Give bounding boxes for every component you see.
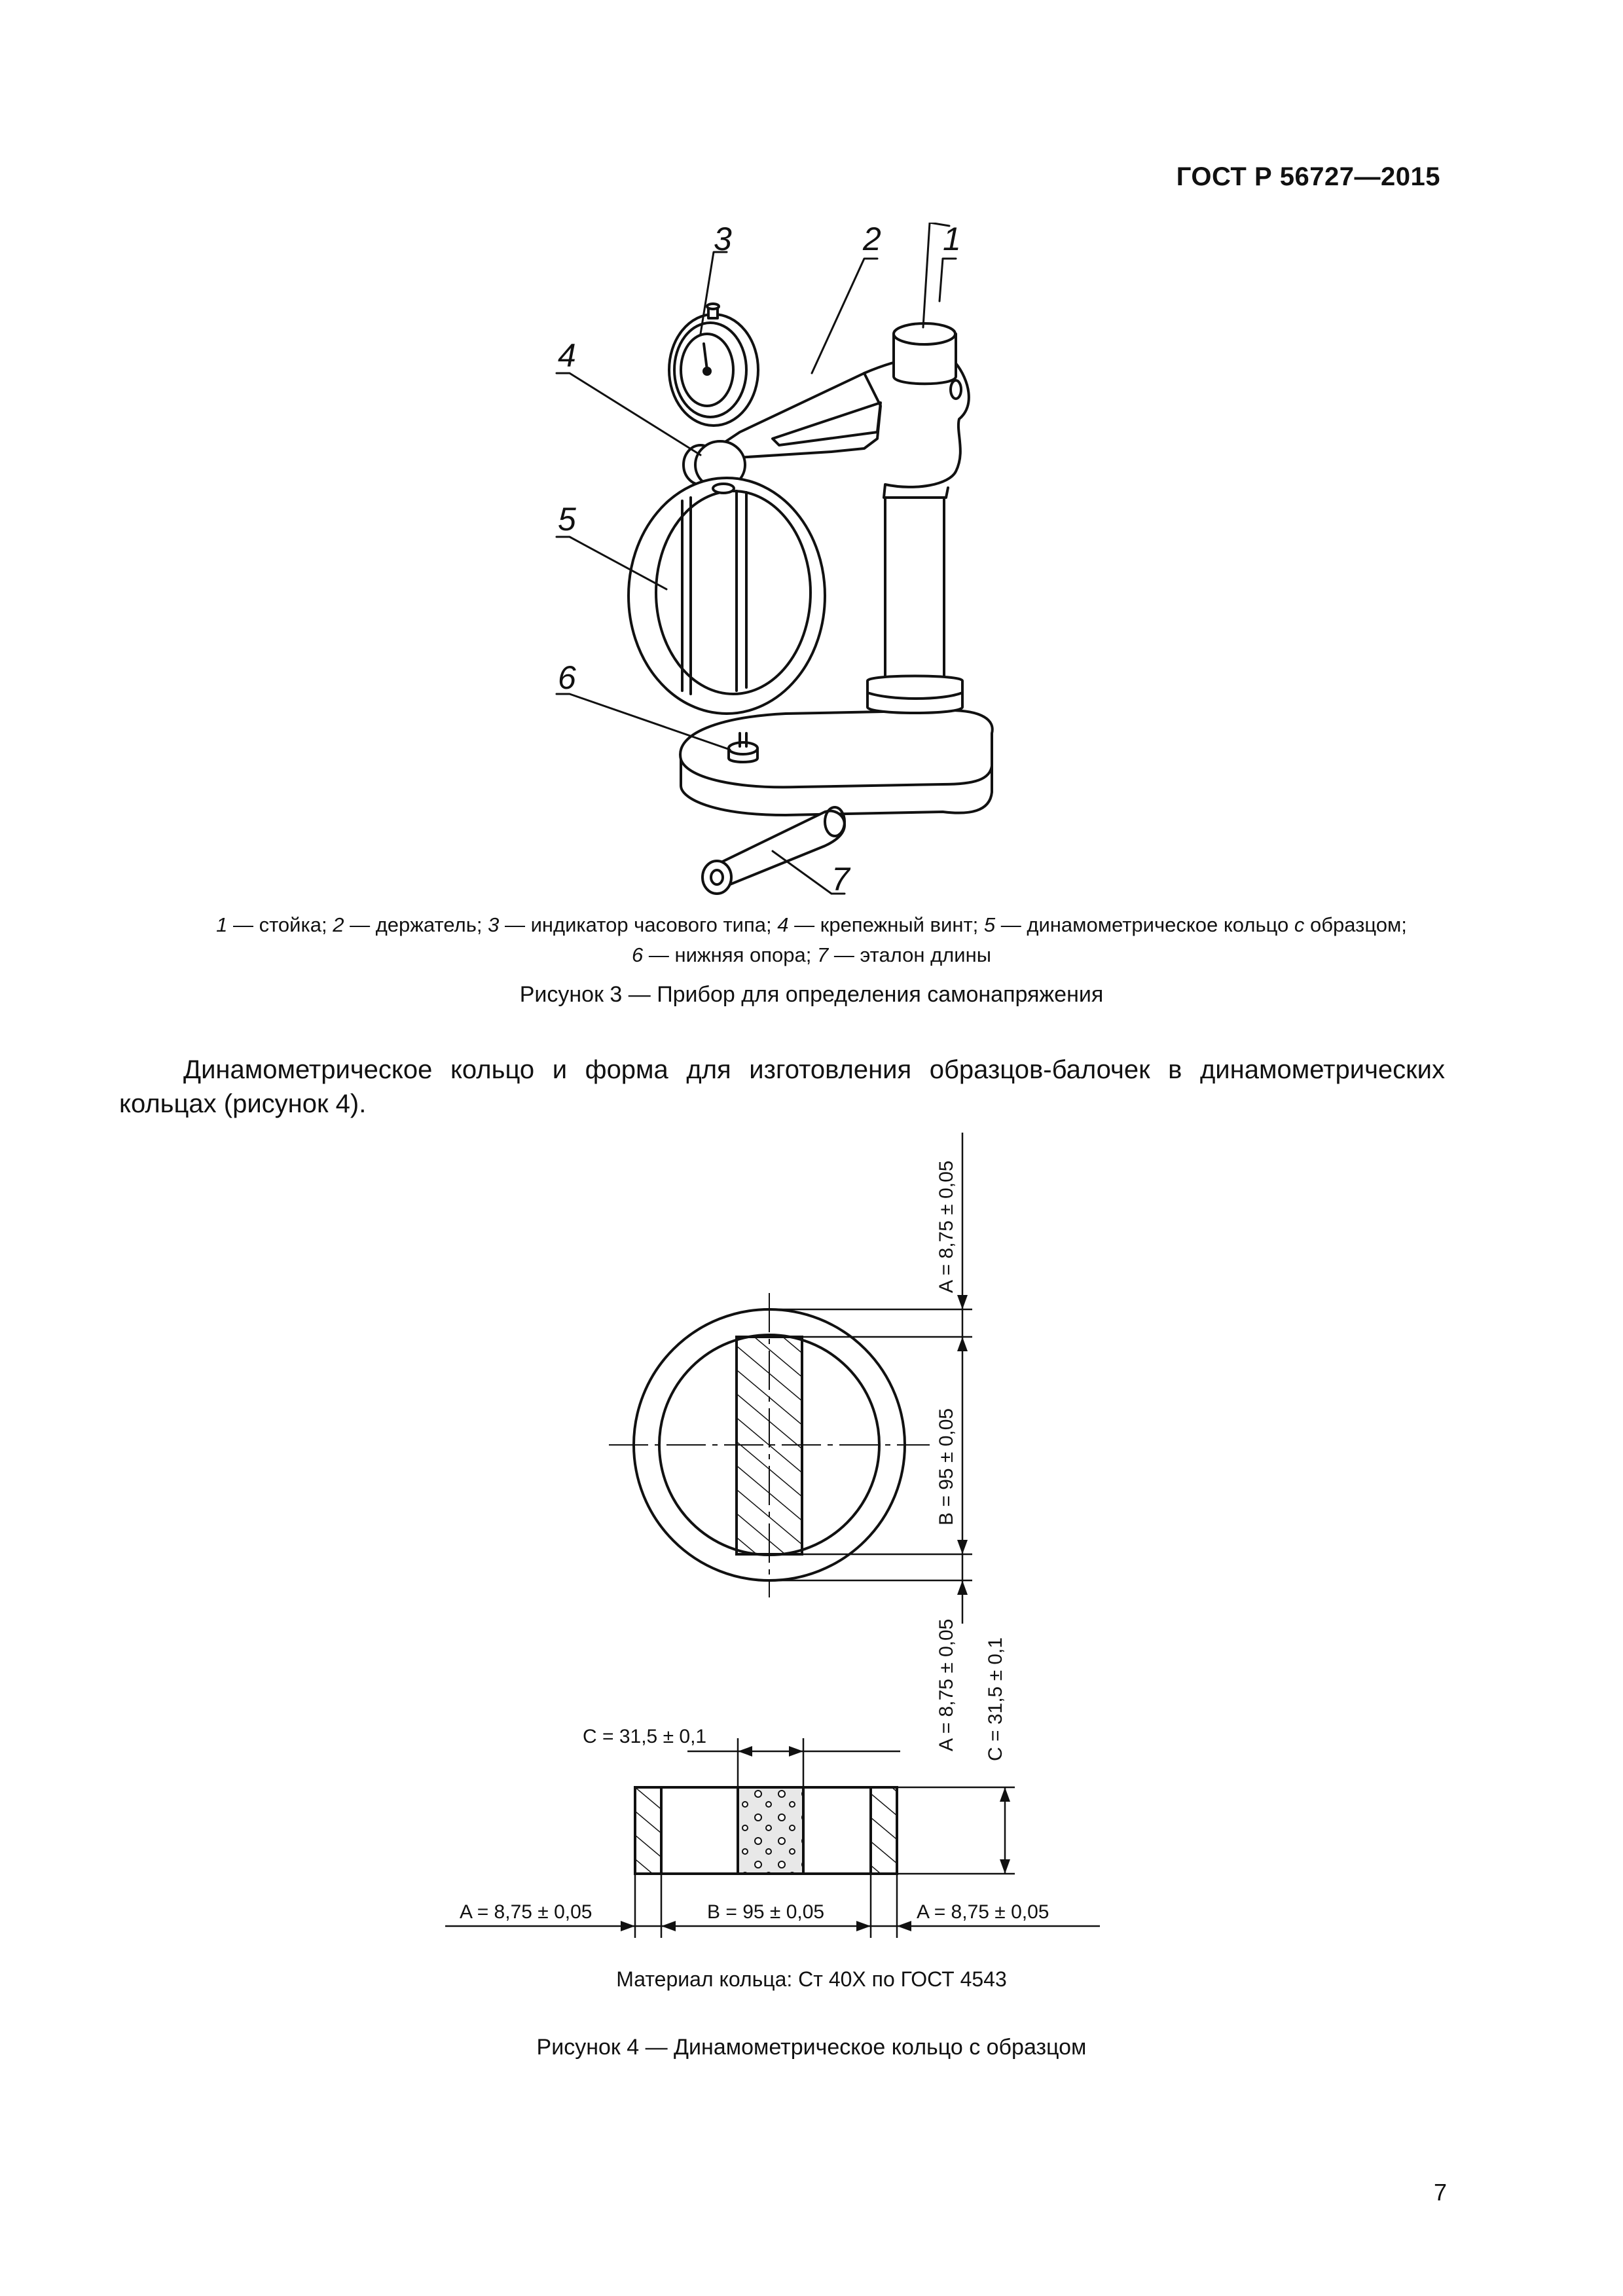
callout-7: 7 [831,861,850,898]
legend-line-2: 6 — нижняя опора; 7 — эталон длины [632,943,991,966]
dim-c-horizontal: C = 31,5 ± 0,1 [583,1726,707,1747]
ring-side-section [635,1787,897,1874]
figure-3-caption: Рисунок 3 — Прибор для определения самонапряжения [519,982,1104,1007]
c-vertical-dimension [897,1787,1015,1874]
figure-3-legend [98,910,1525,970]
document-header: ГОСТ Р 56727—2015 [1176,162,1440,191]
dim-a-left: A = 8,75 ± 0,05 [460,1901,593,1923]
dim-a-right: A = 8,75 ± 0,05 [917,1901,1049,1923]
figure-4-ring-drawing [445,1126,1100,1944]
stand-column [867,498,962,713]
figure-4-caption: Рисунок 4 — Динамометрическое кольцо с образцом [536,2035,1087,2060]
callout-3: 3 [714,223,732,257]
dial-indicator [669,304,758,426]
figure-3-apparatus-drawing [524,223,1061,903]
dim-a-mid: A = 8,75 ± 0,05 [936,1618,957,1751]
base-plate [680,710,993,815]
dim-c-vertical: C = 31,5 ± 0,1 [985,1637,1006,1761]
dim-b-bottom: B = 95 ± 0,05 [707,1901,825,1923]
dim-b-vertical: B = 95 ± 0,05 [936,1408,957,1525]
top-knob [894,323,956,384]
material-note: Материал кольца: Ст 40Х по ГОСТ 4543 [616,1967,1007,1991]
c-horizontal-dimension [687,1738,900,1787]
dim-a-top: A = 8,75 ± 0,05 [936,1160,957,1293]
ring-top-view [609,1293,930,1597]
length-standard [702,807,845,894]
dynamometric-ring [629,478,825,714]
callout-2: 2 [863,223,881,257]
legend-line-1: 1 — стойка; 2 — держатель; 3 — индикатор часового типа; 4 — крепежный винт; 5 — динамометрическое кольцо с образцом; [216,913,1407,936]
callout-5: 5 [558,501,576,538]
callout-6: 6 [558,659,576,696]
callout-4: 4 [558,337,576,374]
body-paragraph: Динамометрическое кольцо и форма для изготовления образцов-балочек в динамометрических кольцах (рисунок 4). [119,1055,1445,1118]
page-number: 7 [1433,2179,1447,2206]
callout-1: 1 [943,223,961,257]
